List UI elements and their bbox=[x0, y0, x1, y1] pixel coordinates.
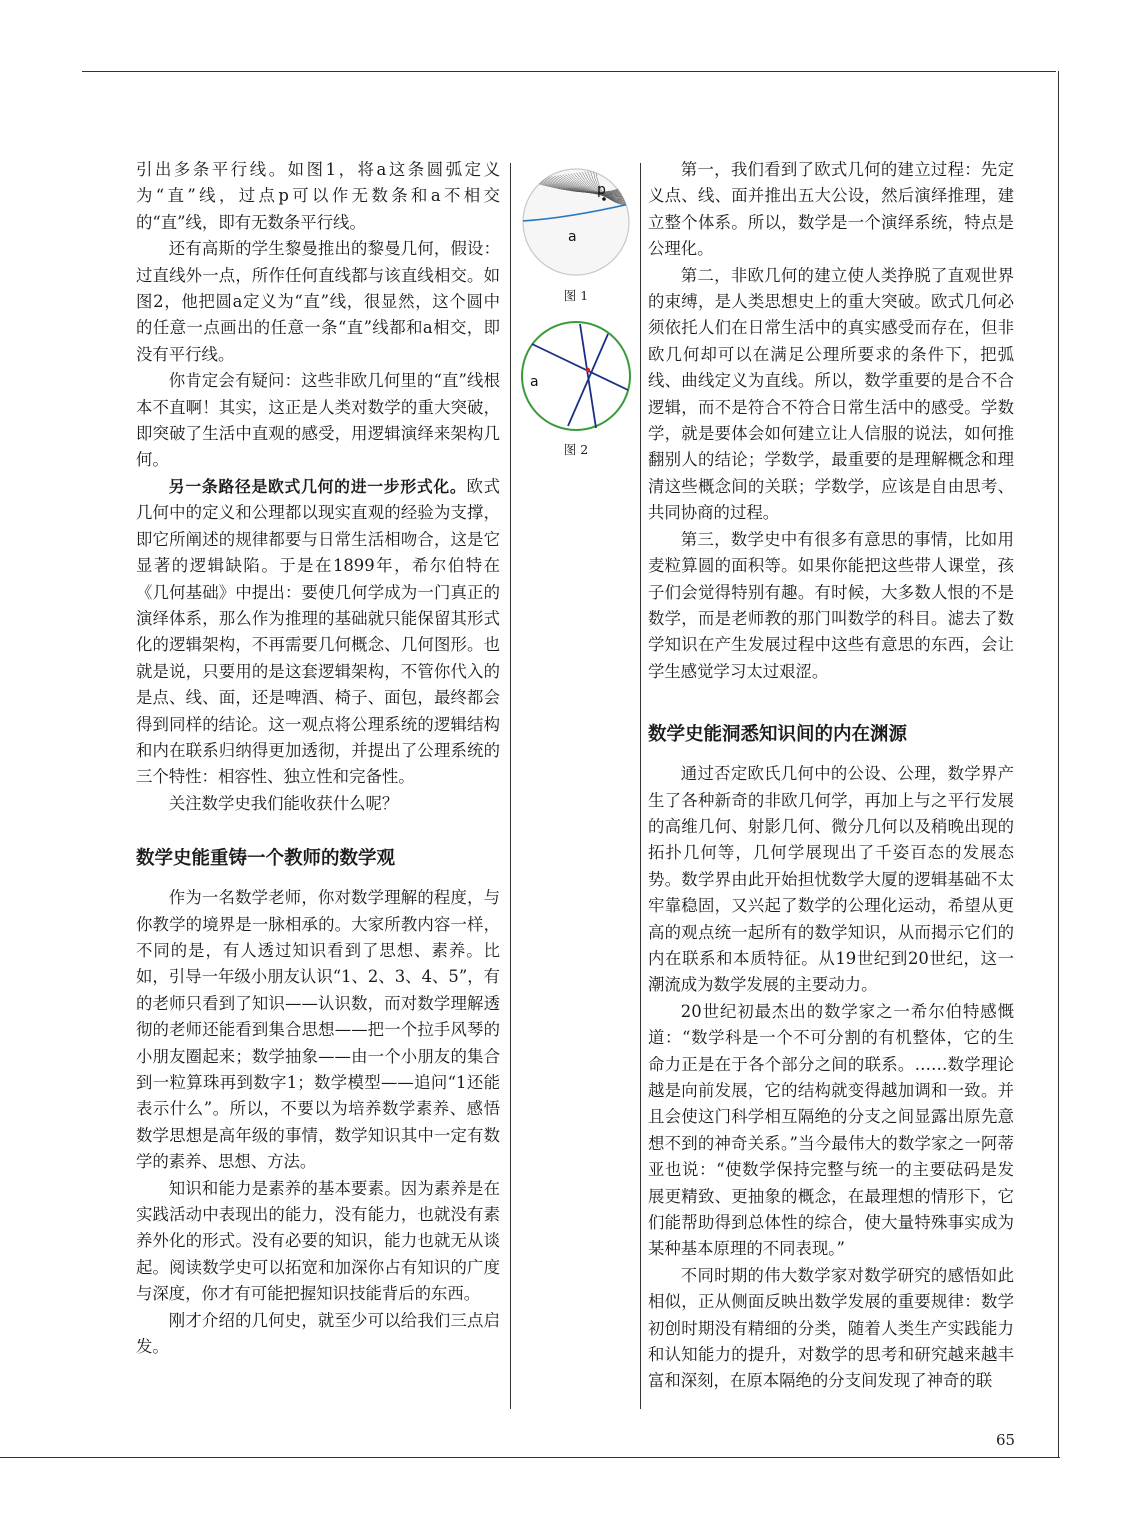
figure-1-diagram bbox=[518, 166, 634, 278]
right-paragraph-1: 第一，我们看到了欧式几何的建立过程：先定义点、线、面并推出五大公设，然后演绎推理，建立整个体系。所以，数学是一个演绎系统，特点是公理化。 bbox=[648, 160, 1014, 259]
left-paragraph-5: 关注数学史我们能收获什么呢？ bbox=[168, 793, 399, 813]
top-rule bbox=[82, 71, 1056, 72]
right-rule bbox=[1058, 71, 1059, 1457]
figure-2-center-point bbox=[586, 368, 590, 372]
right-paragraph-3: 第三，数学史中有很多有意思的事情，比如用麦粒算圆的面积等。如果你能把这些带人课堂，孩子们会觉得特别有趣。有时候，大多数人恨的不是数学，而是老师教的那门叫数学的科目。滤去了数学知识在产生发展过程中这些有意思的东西，会让学生感觉学习太过艰涩。 bbox=[648, 529, 1014, 681]
column-separator-left bbox=[510, 163, 511, 1409]
left-column bbox=[136, 157, 500, 1360]
figure-2-caption: 图 2 bbox=[563, 442, 589, 457]
right-paragraph-4: 通过否定欧氏几何中的公设、公理，数学界产生了各种新奇的非欧几何学，再加上与之平行发展的高维几何、射影几何、微分几何以及稍晚出现的拓扑几何等，几何学展现出了千姿百态的发展态势。数学界由此开始担忧数学大厦的逻辑基础不太牢靠稳固，又兴起了数学的公理化运动，希望从更高的观点统一起所有的数学知识，从而揭示它们的内在联系和本质特征。从19世纪到20世纪，这一潮流成为数学发展的主要动力。 bbox=[648, 764, 1014, 995]
left-paragraph-8: 刚才介绍的几何史，就至少可以给我们三点启发。 bbox=[136, 1310, 500, 1357]
left-paragraph-4 bbox=[136, 474, 500, 791]
left-paragraph-7: 知识和能力是素养的基本要素。因为素养是在实践活动中表现出的能力，没有能力，也就没有素养外化的形式。没有必要的知识，能力也就无从谈起。阅读数学史可以拓宽和加深你占有知识的广度与深度，你才有可能把握知识技能背后的东西。 bbox=[136, 1178, 500, 1304]
right-paragraph-6: 不同时期的伟大数学家对数学研究的感悟如此相似，正从侧面反映出数学发展的重要规律：数学初创时期没有精细的分类，随着人类生产实践能力和认知能力的提升，对数学的思考和研究越来越丰富和深刻，在原本隔绝的分支间发现了神奇的联 bbox=[648, 1265, 1014, 1391]
column-separator-right bbox=[640, 163, 641, 1409]
right-paragraph-2: 第二，非欧几何的建立使人类挣脱了直观世界的束缚，是人类思想史上的重大突破。欧式几何必须依托人们在日常生活中的真实感受而存在，但非欧几何却可以在满足公理所要求的条件下，把弧线、曲线定义为直线。所以，数学重要的是合不合逻辑，而不是符合不符合日常生活中的感受。学数学，就是要体会如何建立让人信服的说法，如何推翻别人的结论；学数学，最重要的是理解概念和理清这些概念间的关联；学数学，应该是自由思考、共同协商的过程。 bbox=[648, 265, 1014, 523]
figure-1 bbox=[514, 166, 638, 304]
figure-1-label-p: p bbox=[597, 182, 606, 198]
left-paragraph-4-lead: 另一条路径是欧式几何的进一步形式化。 bbox=[168, 476, 467, 496]
left-paragraph-3: 你肯定会有疑问：这些非欧几何里的“直”线根本不直啊！其实，这正是人类对数学的重大突破，即突破了生活中直观的感受，用逻辑演绎来架构几何。 bbox=[136, 371, 500, 470]
figure-2-label-a: a bbox=[530, 374, 539, 390]
right-column bbox=[648, 157, 1014, 1395]
right-paragraph-5: 20世纪初最杰出的数学家之一希尔伯特感慨道：“数学科是一个不可分割的有机整体，它的生命力正是在于各个部分之间的联系。……数学理论越是向前发展，它的结构就变得越加调和一致。并且会使这门科学相互隔绝的分支之间显露出原先意想不到的神奇关系。”当今最伟大的数学家之一阿蒂亚也说：“使数学保持完整与统一的主要砝码是发展更精致、更抽象的概念，在最理想的情形下，它们能帮助得到总体性的综合，使大量特殊事实成为某种基本原理的不同表现。” bbox=[648, 1001, 1014, 1259]
left-paragraph-4-body: 欧式几何中的定义和公理都以现实直观的经验为支撑，即它所阐述的规律都要与日常生活相吻合，这是它显著的逻辑缺陷。于是在1899年，希尔伯特在《几何基础》中提出：要使几何学成为一门真正的演绎体系，那么作为推理的基础就只能保留其形式化的逻辑架构，不再需要几何概念、几何图形。也就是说，只要用的是这套逻辑架构，不管你代入的是点、线、面，还是啤酒、椅子、面包，最终都会得到同样的结论。这一观点将公理系统的逻辑结构和内在联系归纳得更加透彻，并提出了公理系统的三个特性：相容性、独立性和完备性。 bbox=[136, 476, 500, 787]
bottom-rule bbox=[0, 1457, 1060, 1458]
left-paragraph-2: 还有高斯的学生黎曼推出的黎曼几何，假设：过直线外一点，所作任何直线都与该直线相交。如图2，他把圆a定义为“直”线，很显然，这个圆中的任意一点画出的任意一条“直”线都和a相交，即没有平行线。 bbox=[136, 239, 500, 364]
figure-1-disk bbox=[523, 169, 629, 275]
figure-1-label-a: a bbox=[568, 229, 577, 245]
figure-2-diagram bbox=[518, 320, 634, 432]
section-heading-knowledge-origins: 数学史能洞悉知识间的内在渊源 bbox=[648, 724, 908, 746]
figure-2 bbox=[514, 320, 638, 458]
figure-1-caption: 图 1 bbox=[563, 288, 589, 303]
left-paragraph-6: 作为一名数学老师，你对数学理解的程度，与你教学的境界是一脉相承的。大家所教内容一样，不同的是，有人透过知识看到了思想、素养。比如，引导一年级小朋友认识“1、2、3、4、5”，有的老师只看到了知识——认识数，而对数学理解透彻的老师还能看到集合思想——把一个拉手风琴的小朋友圈起来；数学抽象——由一个小朋友的集合到一粒算珠再到数字1；数学模型——追问“1还能表示什么”。所以，不要以为培养数学素养、感悟数学思想是高年级的事情，数学知识其中一定有数学的素养、思想、方法。 bbox=[136, 888, 500, 1172]
page-number: 65 bbox=[996, 1431, 1016, 1449]
section-heading-teacher-view: 数学史能重铸一个教师的数学观 bbox=[136, 848, 396, 870]
left-paragraph-1: 引出多条平行线。如图1，将a这条圆弧定义为“直”线，过点p可以作无数条和a不相交的“直”线，即有无数条平行线。 bbox=[136, 160, 500, 232]
